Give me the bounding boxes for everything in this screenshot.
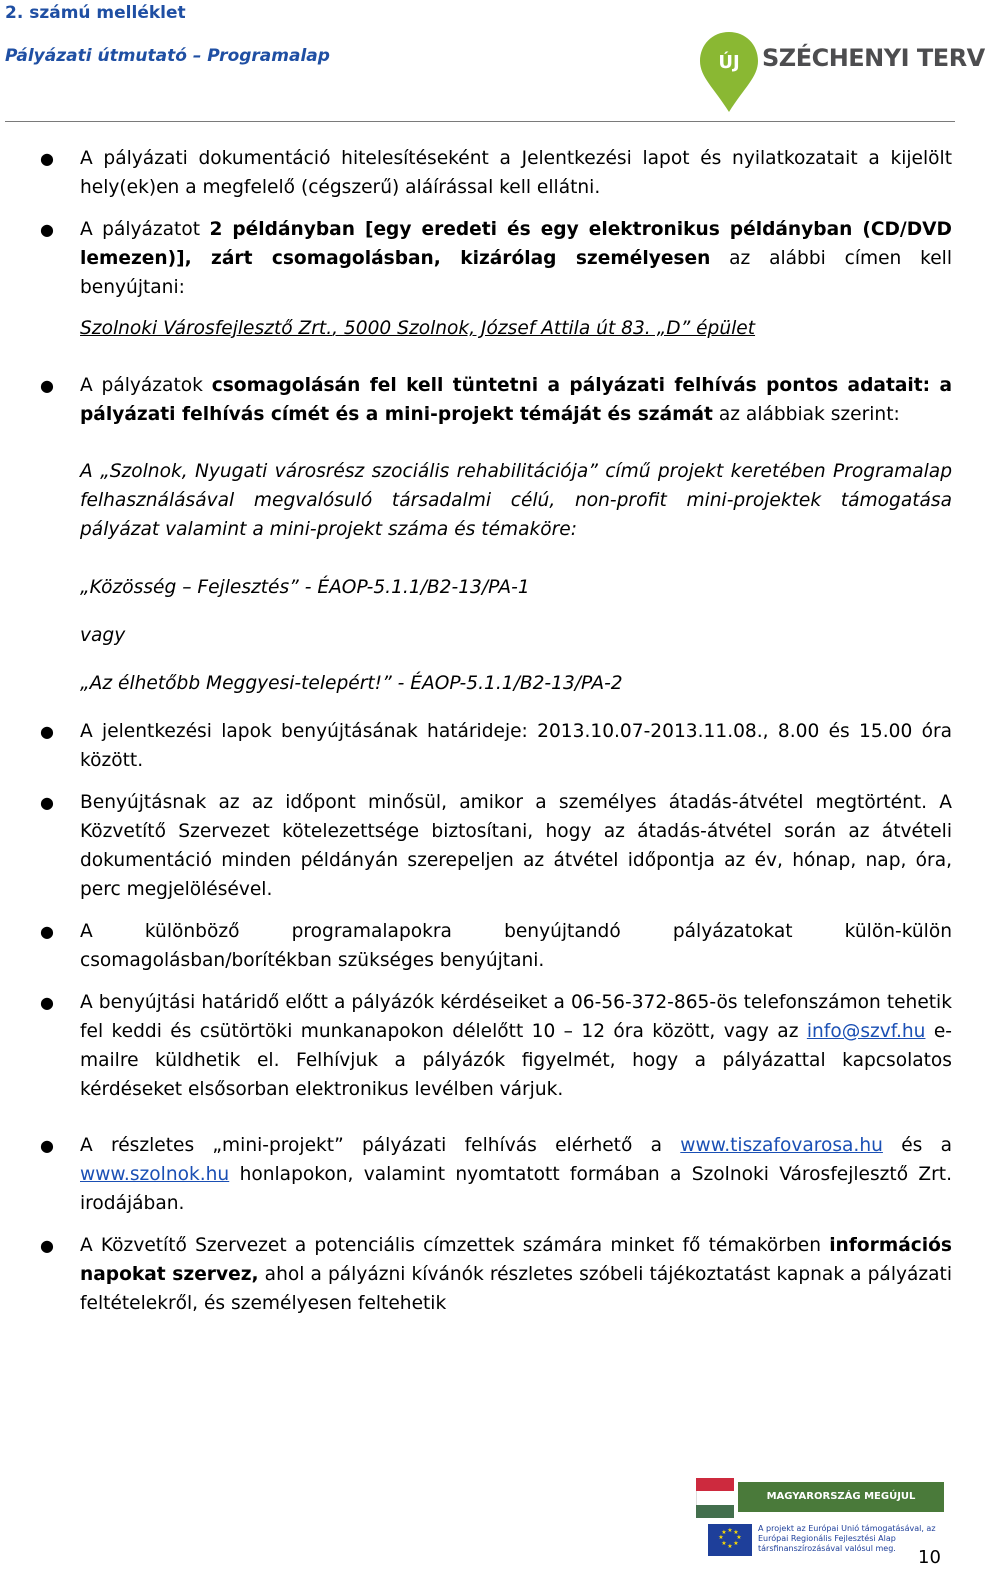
svg-text:★: ★ bbox=[727, 1543, 733, 1550]
bullet-icon: ● bbox=[40, 922, 54, 941]
guide-title: Pályázati útmutató – Programalap bbox=[5, 46, 330, 66]
bullet-icon: ● bbox=[40, 993, 54, 1012]
svg-text:★: ★ bbox=[721, 1529, 727, 1536]
list-item: ● A jelentkezési lapok benyújtásának határideje: 2013.10.07-2013.11.08., 8.00 és 15.00 óra között. bbox=[36, 717, 952, 775]
location-pin-icon bbox=[698, 30, 760, 114]
footer-logos bbox=[696, 1478, 944, 1576]
list-item: ● A részletes „mini-projekt” pályázati felhívás elérhető a www.tiszafovarosa.hu és a www.szolnok.hu honlapokon, valamint nyomtatott formában a Szolnoki Városfejlesztő Zrt. irodájában. bbox=[36, 1131, 952, 1218]
list-item: ● A különböző programalapokra benyújtandó pályázatokat külön-külön csomagolásban/borítékban szükséges benyújtani. bbox=[36, 917, 952, 975]
magyarorszag-megujul-banner: MAGYARORSZÁG MEGÚJUL bbox=[738, 1482, 944, 1512]
eu-flag-icon bbox=[708, 1524, 752, 1556]
header-divider bbox=[5, 121, 955, 122]
email-link[interactable]: info@szvf.hu bbox=[806, 1021, 926, 1042]
bullet-icon: ● bbox=[40, 793, 54, 812]
bullet-icon: ● bbox=[40, 149, 54, 168]
submission-address: Szolnoki Városfejlesztő Zrt., 5000 Szolnok, József Attila út 83. „D” épület bbox=[80, 318, 756, 339]
svg-text:★: ★ bbox=[718, 1534, 724, 1541]
list-item: ● A Közvetítő Szervezet a potenciális címzettek számára minket fő témakörben információs napokat szervez, ahol a pályázni kívánók részletes szóbeli tájékoztatást kapnak a pályázati feltételekről, és személyesen feltehetik bbox=[36, 1231, 952, 1318]
document-body bbox=[36, 144, 952, 1318]
bullet-icon: ● bbox=[40, 1236, 54, 1255]
list-item: ● Benyújtásnak az az időpont minősül, amikor a személyes átadás-átvétel megtörtént. A Közvetítő Szervezet kötelezettsége biztosítani, hogy az átadás-átvétel során az átvételi dokumentáció minden példányán szerepeljen az átvétel időpontja az év, hónap, nap, óra, perc megjelölésével. bbox=[36, 788, 952, 904]
svg-text:★: ★ bbox=[736, 1534, 742, 1541]
bullet-icon: ● bbox=[40, 1136, 54, 1155]
logo-badge: ÚJ bbox=[718, 52, 740, 73]
annex-label: 2. számú melléklet bbox=[5, 3, 186, 23]
szolnok-link[interactable]: www.szolnok.hu bbox=[80, 1164, 230, 1185]
svg-text:★: ★ bbox=[727, 1527, 733, 1534]
list-item: ● A pályázatok csomagolásán fel kell tüntetni a pályázati felhívás pontos adatait: a pályázati felhívás címét és a mini-projekt témáját és számát az alábbiak szerint: bbox=[36, 371, 952, 429]
eu-funding-note: A projekt az Európai Unió támogatásával, az Európai Regionális Fejlesztési Alap társfinanszírozásával valósul meg. bbox=[758, 1524, 936, 1553]
bullet-icon: ● bbox=[40, 220, 54, 239]
mini-project-option-2: „Az élhetőbb Meggyesi-telepért!” - ÉAOP-5.1.1/B2-13/PA-2 bbox=[80, 673, 623, 694]
mini-project-option-1: „Közösség – Fejlesztés” - ÉAOP-5.1.1/B2-13/PA-1 bbox=[80, 577, 530, 598]
svg-text:★: ★ bbox=[733, 1529, 739, 1536]
logo-text: SZÉCHENYI TERV bbox=[762, 44, 985, 72]
page-number: 10 bbox=[918, 1547, 941, 1568]
project-description: A „Szolnok, Nyugati városrész szociális rehabilitációja” című projekt keretében Programalap felhasználásával megvalósuló társadalmi célú, non-profit mini-projektek támogatása pályázat valamint a mini-projekt száma és témaköre: bbox=[80, 461, 952, 540]
list-item: ● A pályázatot 2 példányban [egy eredeti és egy elektronikus példányban (CD/DVD lemezen)], zárt csomagolásban, kizárólag személyesen az alábbi címen kell benyújtani: bbox=[36, 215, 952, 302]
bullet-icon: ● bbox=[40, 722, 54, 741]
tiszafovarosa-link[interactable]: www.tiszafovarosa.hu bbox=[680, 1135, 883, 1156]
szechenyi-terv-logo bbox=[698, 30, 985, 114]
list-item: ● A benyújtási határidő előtt a pályázók kérdéseiket a 06-56-372-865-ös telefonszámon tehetik fel keddi és csütörtöki munkanapokon délelőtt 10 – 12 óra között, vagy az info@szvf.hu e-mailre küldhetik el. Felhívjuk a pályázók figyelmét, hogy a pályázattal kapcsolatos kérdéseket elsősorban elektronikus levélben várjuk. bbox=[36, 988, 952, 1104]
list-item: ● A pályázati dokumentáció hitelesítéseként a Jelentkezési lapot és nyilatkozatait a kijelölt hely(ek)en a megfelelő (cégszerű) aláírással kell ellátni. bbox=[36, 144, 952, 202]
or-label: vagy bbox=[80, 625, 126, 646]
svg-text:★: ★ bbox=[733, 1540, 739, 1547]
svg-text:★: ★ bbox=[721, 1540, 727, 1547]
hungarian-flag-icon bbox=[696, 1478, 734, 1518]
bullet-icon: ● bbox=[40, 376, 54, 395]
